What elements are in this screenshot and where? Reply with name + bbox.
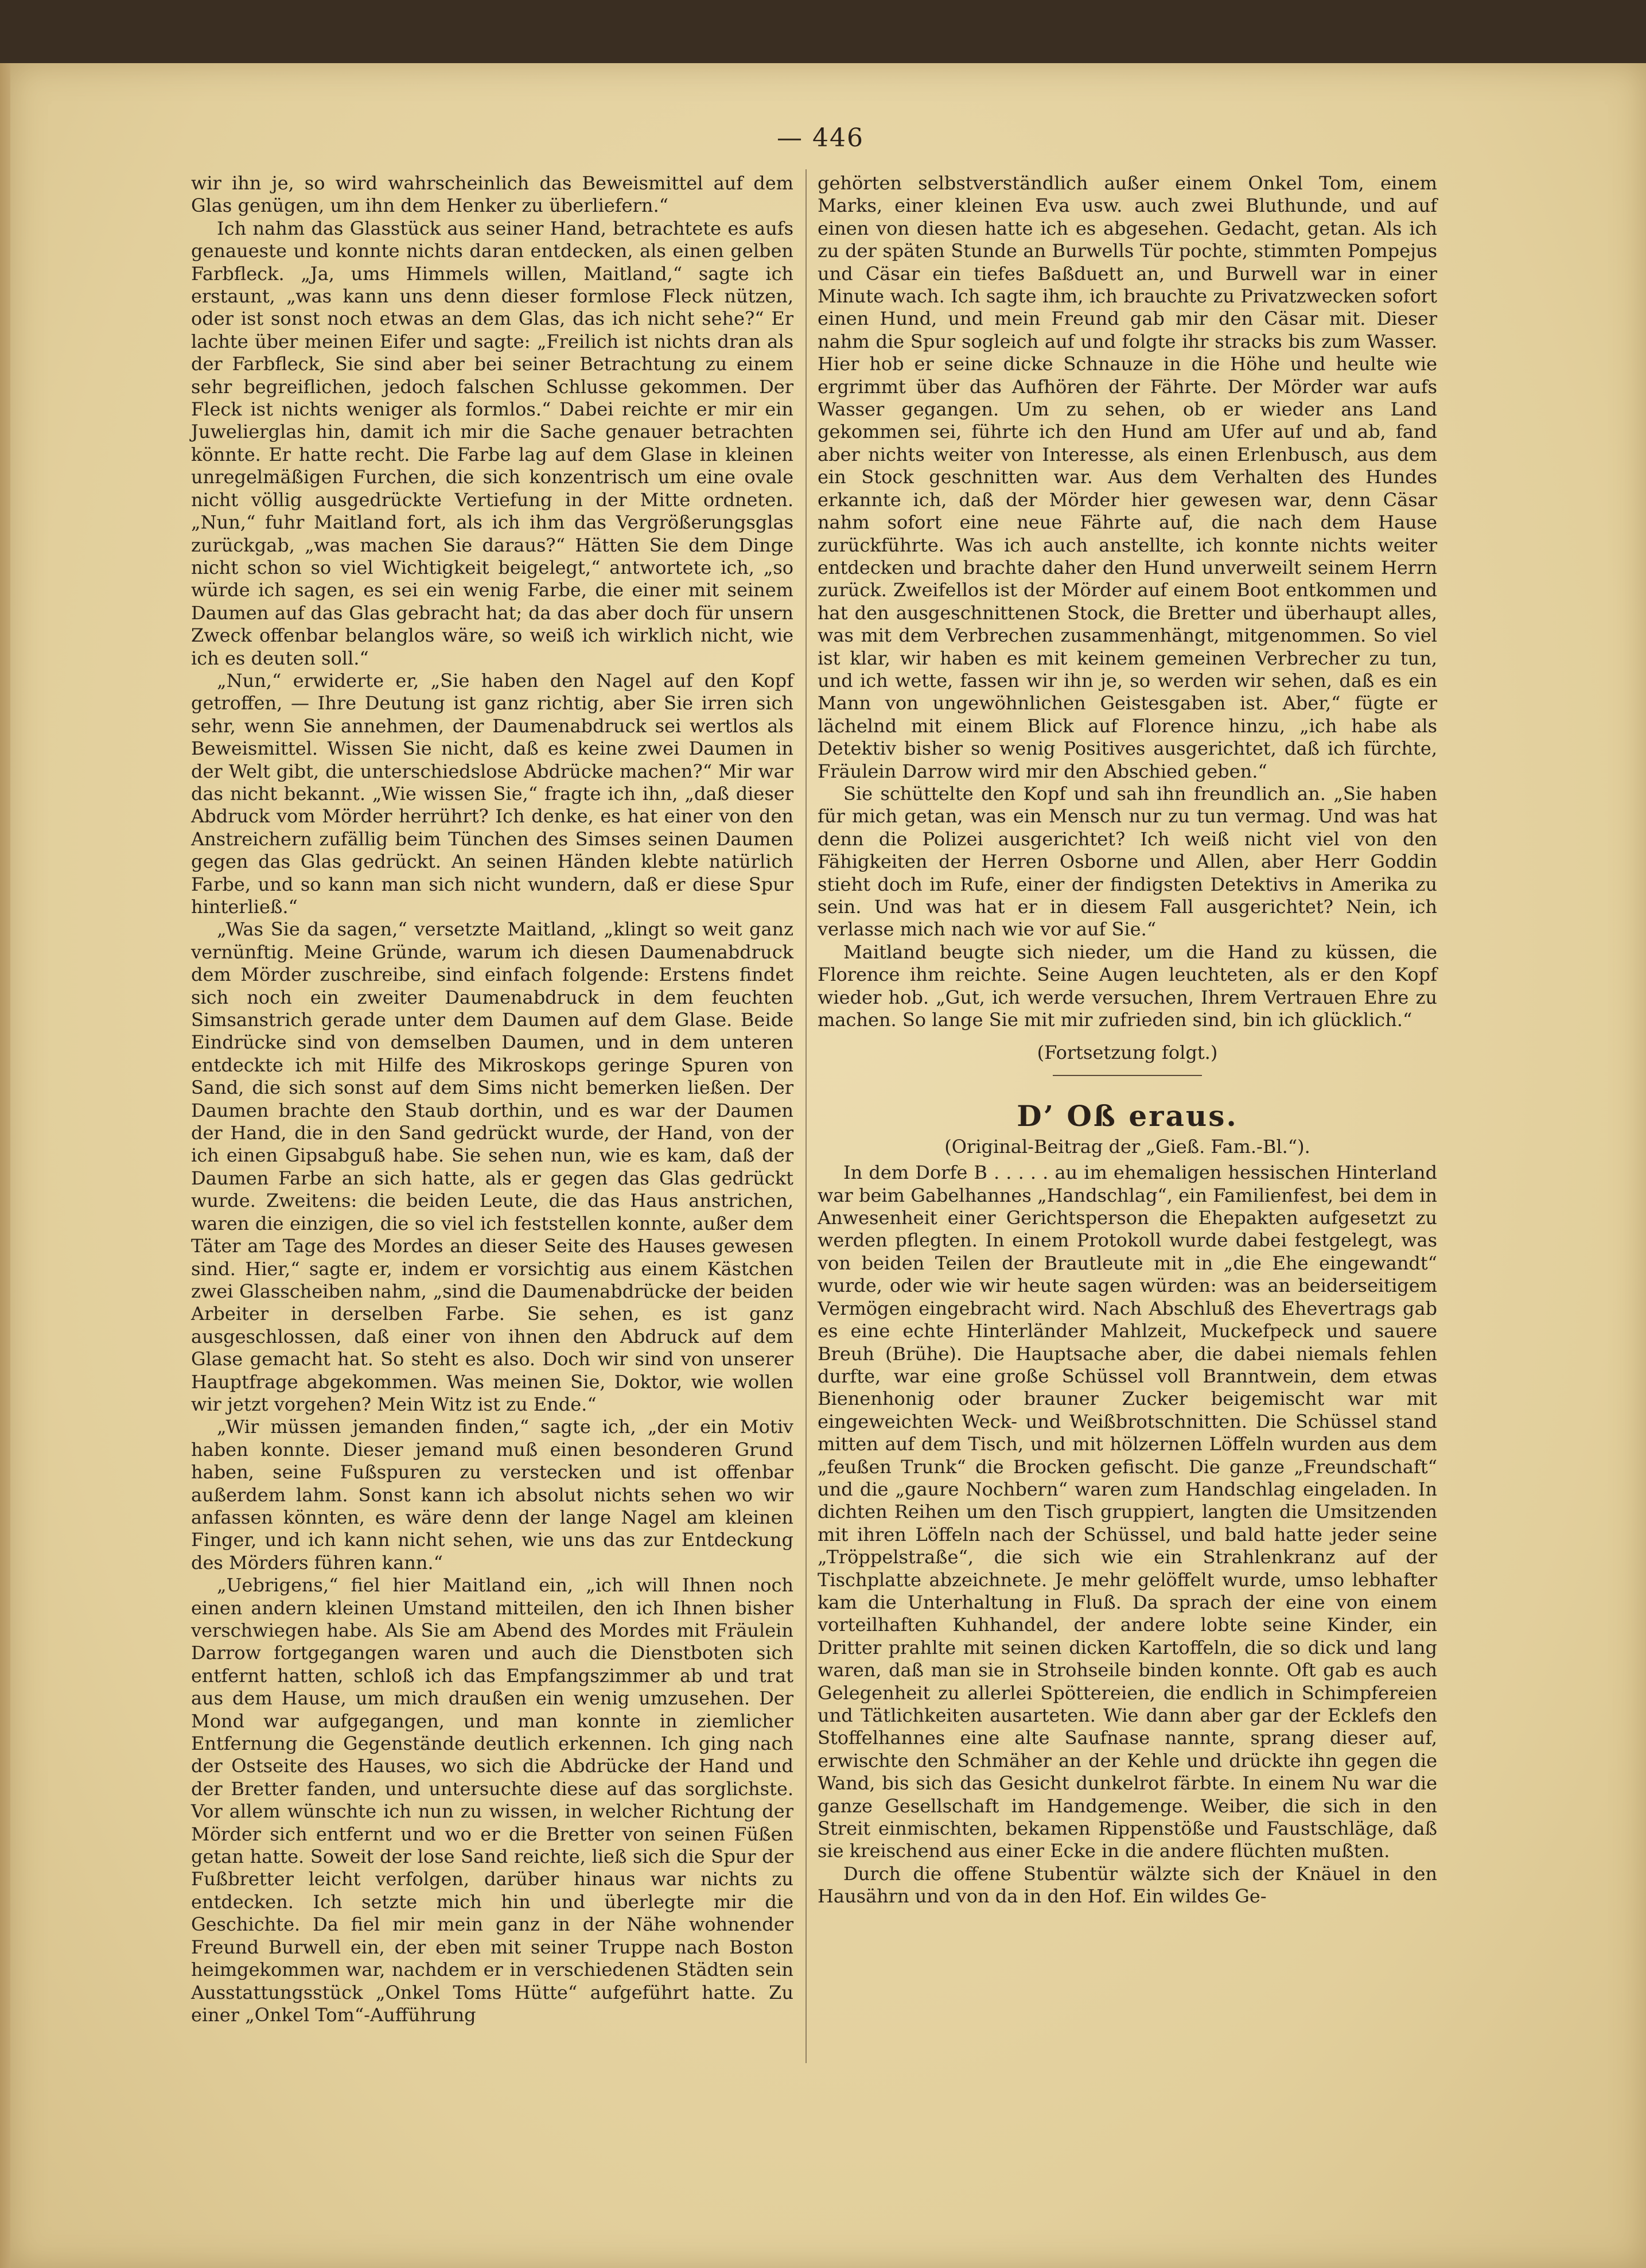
- section-separator: [1053, 1075, 1202, 1076]
- left-column: [191, 172, 793, 2026]
- left-paragraph-3: „Nun,“ erwiderte er, „Sie haben den Nagel auf den Kopf getroffen, — Ihre Deutung ist ganz richtig, aber Sie irren sich sehr, wenn Sie annehmen, der Daumenabdruck sei wertlos als Beweismittel. Wissen Sie nicht, daß es keine zwei Daumen in der Welt gibt, die unterschiedslose Abdrücke machen?“ Mir war das nicht bekannt. „Wie wissen Sie,“ fragte ich ihn, „daß dieser Abdruck vom Mörder herrührt? Ich denke, es hat einer von den Anstreichern zufällig beim Tünchen des Simses seinen Daumen gegen das Glas gedrückt. An seinen Händen klebte natürlich Farbe, und so kann man sich nicht wundern, daß er diese Spur hinterließ.“: [191, 669, 793, 918]
- section-title: D’ Oß eraus.: [1017, 1098, 1238, 1133]
- left-paragraph-1: wir ihn je, so wird wahrscheinlich das Beweismittel auf dem Glas genügen, um ihn dem Henker zu überliefern.“: [191, 172, 793, 217]
- right-paragraph-2: Sie schüttelte den Kopf und sah ihn freundlich an. „Sie haben für mich getan, was ein Mensch nur zu tun vermag. Und was hat denn die Polizei ausgerichtet? Ich weiß nicht viel von den Fähigkeiten der Herren Osborne und Allen, aber Herr Goddin stieht doch im Rufe, einer der findigsten Detektivs in Amerika zu sein. Und was hat er in diesem Fall ausgerichtet? Nein, ich verlasse mich nach wie vor auf Sie.“: [818, 782, 1437, 941]
- right-paragraph-1: gehörten selbstverständlich außer einem Onkel Tom, einem Marks, einer kleinen Eva usw. auch zwei Bluthunde, und auf einen von diesen hatte ich es abgesehen. Gedacht, getan. Als ich zu der späten Stunde an Burwells Tür pochte, stimmten Pompejus und Cäsar ein tiefes Baßduett an, und Burwell war in einer Minute wach. Ich sagte ihm, ich brauchte zu Privatzwecken sofort einen Hund, und mein Freund gab mir den Cäsar mit. Dieser nahm die Spur sogleich auf und folgte ihr stracks bis zum Wasser. Hier hob er seine dicke Schnauze in die Höhe und heulte wie ergrimmt über das Aufhören der Fährte. Der Mörder war aufs Wasser gegangen. Um zu sehen, ob er wieder ans Land gekommen sei, führte ich den Hund am Ufer auf und ab, fand aber nichts weiter von Interesse, als einen Erlenbusch, aus dem ein Stock geschnitten war. Aus dem Verhalten des Hundes erkannte ich, daß der Mörder hier gewesen war, denn Cäsar nahm sofort eine neue Fährte auf, die nach dem Hause zurückführte. Was ich auch anstellte, ich konnte nichts weiter entdecken und brachte daher den Hund unverweilt seinem Herrn zurück. Zweifellos ist der Mörder auf einem Boot entkommen und hat den ausgeschnittenen Stock, die Bretter und überhaupt alles, was mit dem Verbrechen zusammenhängt, mitgenommen. So viel ist klar, wir haben es mit keinem gemeinen Verbrecher zu tun, und ich wette, fassen wir ihn je, so werden wir sehen, daß es ein Mann von ungewöhnlichen Geistesgaben ist. Aber,“ fügte er lächelnd mit einem Blick auf Florence hinzu, „ich habe als Detektiv bisher so wenig Positives ausgerichtet, daß ich fürchte, Fräulein Darrow wird mir den Abschied geben.“: [818, 172, 1437, 782]
- continuation-note: (Fortsetzung folgt.): [1037, 1042, 1218, 1064]
- right-column: [818, 172, 1437, 1908]
- column-divider: [806, 169, 807, 2063]
- left-paragraph-5: „Wir müssen jemanden finden,“ sagte ich, „der ein Motiv haben konnte. Dieser jemand muß einen besonderen Grund haben, seine Fußspuren zu verstecken und ist offenbar außerdem lahm. Sonst kann ich absolut nichts sehen wo wir anfassen könnten, es wäre denn der lange Nagel am kleinen Finger, und ich kann nicht sehen, wie uns das zur Entdeckung des Mörders führen kann.“: [191, 1416, 793, 1574]
- left-paragraph-4: „Was Sie da sagen,“ versetzte Maitland, „klingt so weit ganz vernünftig. Meine Gründe, warum ich diesen Daumenabdruck dem Mörder zuschreibe, sind einfach folgende: Erstens findet sich noch ein zweiter Daumenabdruck in dem feuchten Simsanstrich gerade unter dem Daumen auf dem Glase. Beide Eindrücke sind von demselben Daumen, und in dem unteren entdeckte ich mit Hilfe des Mikroskops geringe Spuren von Sand, die sich sonst auf dem Sims nicht bemerken ließen. Der Daumen brachte den Staub dorthin, und es war der Daumen der Hand, die in den Sand gedrückt wurde, der Hand, von der ich einen Gipsabguß habe. Sie sehen nun, wie es kam, daß der Daumen Farbe an sich hatte, als er gegen das Glas gedrückt wurde. Zweitens: die beiden Leute, die das Haus anstrichen, waren die einzigen, die so viel ich feststellen konnte, außer dem Täter am Tage des Mordes an dieser Seite des Hauses gewesen sind. Hier,“ sagte er, indem er vorsichtig aus einem Kästchen zwei Glasscheiben nahm, „sind die Daumenabdrücke der beiden Arbeiter in derselben Farbe. Sie sehen, es ist ganz ausgeschlossen, daß einer von ihnen den Abdruck auf dem Glase gemacht hat. So steht es also. Doch wir sind von unserer Hauptfrage abgekommen. Was meinen Sie, Doktor, wie wollen wir jetzt vorgehen? Mein Witz ist zu Ende.“: [191, 918, 793, 1415]
- right-paragraph-3: Maitland beugte sich nieder, um die Hand zu küssen, die Florence ihm reichte. Seine Augen leuchteten, als er den Kopf wieder hob. „Gut, ich werde versuchen, Ihrem Vertrauen Ehre zu machen. So lange Sie mit mir zufrieden sind, bin ich glücklich.“: [818, 941, 1437, 1031]
- section-paragraph-2: Durch die offene Stubentür wälzte sich der Knäuel in den Hausährn und von da in den Hof. Ein wildes Ge-: [818, 1862, 1437, 1908]
- section-subtitle: (Original-Beitrag der „Gieß. Fam.-Bl.“).: [944, 1135, 1310, 1158]
- left-paragraph-2: Ich nahm das Glasstück aus seiner Hand, betrachtete es aufs genaueste und konnte nichts daran entdecken, als einen gelben Farbfleck. „Ja, ums Himmels willen, Maitland,“ sagte ich erstaunt, „was kann uns denn dieser formlose Fleck nützen, oder ist sonst noch etwas an dem Glas, das ich nicht sehe?“ Er lachte über meinen Eifer und sagte: „Freilich ist nichts dran als der Farbfleck, Sie sind aber bei seiner Betrachtung zu einem sehr begreiflichen, jedoch falschen Schlusse gekommen. Der Fleck ist nichts weniger als formlos.“ Dabei reichte er mir ein Juwelierglas hin, damit ich mir die Sache genauer betrachten könnte. Er hatte recht. Die Farbe lag auf dem Glase in kleinen unregelmäßigen Furchen, die sich konzentrisch um eine ovale nicht völlig ausgedrückte Vertiefung in der Mitte ordneten. „Nun,“ fuhr Maitland fort, als ich ihm das Vergrößerungsglas zurückgab, „was machen Sie daraus?“ Hätten Sie dem Dinge nicht schon so viel Wichtigkeit beigelegt,“ antwortete ich, „so würde ich sagen, es sei ein wenig Farbe, die einer mit seinem Daumen auf das Glas gebracht hat; da das aber doch für unsern Zweck offenbar belanglos wäre, so weiß ich wirklich nicht, wie ich es deuten soll.“: [191, 217, 793, 669]
- section-paragraph-1: In dem Dorfe B . . . . . au im ehemaligen hessischen Hinterland war beim Gabelhannes „Handschlag“, ein Familienfest, bei dem in Anwesenheit einer Gerichtsperson die Ehepakten aufgesetzt zu werden pflegten. In einem Protokoll wurde dabei festgelegt, was von beiden Teilen der Brautleute mit in „die Ehe eingewandt“ wurde, oder wie wir heute sagen würden: was an beiderseitigem Vermögen eingebracht wird. Nach Abschluß des Ehevertrags gab es eine echte Hinterländer Mahlzeit, Muckefpeck und sauere Breuh (Brühe). Die Hauptsache aber, die dabei niemals fehlen durfte, war eine große Schüssel voll Branntwein, dem etwas Bienenhonig oder brauner Zucker beigemischt war mit eingeweichten Weck- und Weißbrotschnitten. Die Schüssel stand mitten auf dem Tisch, und mit hölzernen Löffeln wurden aus dem „feußen Trunk“ die Brocken gefischt. Die ganze „Freundschaft“ und die „gaure Nochbern“ waren zum Handschlag eingeladen. In dichten Reihen um den Tisch gruppiert, langten die Umsitzenden mit ihren Löffeln nach der Schüssel, und bald hatte jeder seine „Tröppelstraße“, die sich wie ein Strahlenkranz auf der Tischplatte abzeichnete. Je mehr gelöffelt wurde, umso lebhafter kam die Unterhaltung in Fluß. Da sprach der eine von einem vorteilhaften Kuhhandel, der andere lobte seine Kinder, ein Dritter prahlte mit seinen dicken Kartoffeln, die so dick und lang waren, daß man sie in Strohseile binden konnte. Oft gab es auch Gelegenheit zu allerlei Spöttereien, die endlich in Schimpfereien und Tätlichkeiten ausarteten. Wie dann aber gar der Ecklefs den Stoffelhannes eine alte Saufnase nannte, sprang dieser auf, erwischte den Schmäher an der Kehle und drückte ihn gegen die Wand, bis sich das Gesicht dunkelrot färbte. In einem Nu war die ganze Gesellschaft im Handgemenge. Weiber, die sich in den Streit einmischten, bekamen Rippenstöße und Faustschläge, daß sie kreischend aus einer Ecke in die andere flüchten mußten.: [818, 1162, 1437, 1862]
- page-number: — 446: [777, 123, 864, 153]
- left-paragraph-6: „Uebrigens,“ fiel hier Maitland ein, „ich will Ihnen noch einen andern kleinen Umstand mitteilen, den ich Ihnen bisher verschwiegen habe. Als Sie am Abend des Mordes mit Fräulein Darrow fortgegangen waren und auch die Dienstboten sich entfernt hatten, schloß ich das Empfangszimmer ab und trat aus dem Hause, um mich draußen ein wenig umzusehen. Der Mond war aufgegangen, und man konnte in ziemlicher Entfernung die Gegenstände deutlich erkennen. Ich ging nach der Ostseite des Hauses, wo sich die Abdrücke der Hand und der Bretter fanden, und untersuchte diese auf das sorglichste. Vor allem wünschte ich nun zu wissen, in welcher Richtung der Mörder sich entfernt und wo er die Bretter von seinen Füßen getan hatte. Soweit der lose Sand reichte, ließ sich die Spur der Fußbretter leicht verfolgen, darüber hinaus war nichts zu entdecken. Ich setzte mich hin und überlegte mir die Geschichte. Da fiel mir mein ganz in der Nähe wohnender Freund Burwell ein, der eben mit seiner Truppe nach Boston heimgekommen war, nachdem er in verschiedenen Städten sein Ausstattungsstück „Onkel Toms Hütte“ aufgeführt hatte. Zu einer „Onkel Tom“-Aufführung: [191, 1574, 793, 2026]
